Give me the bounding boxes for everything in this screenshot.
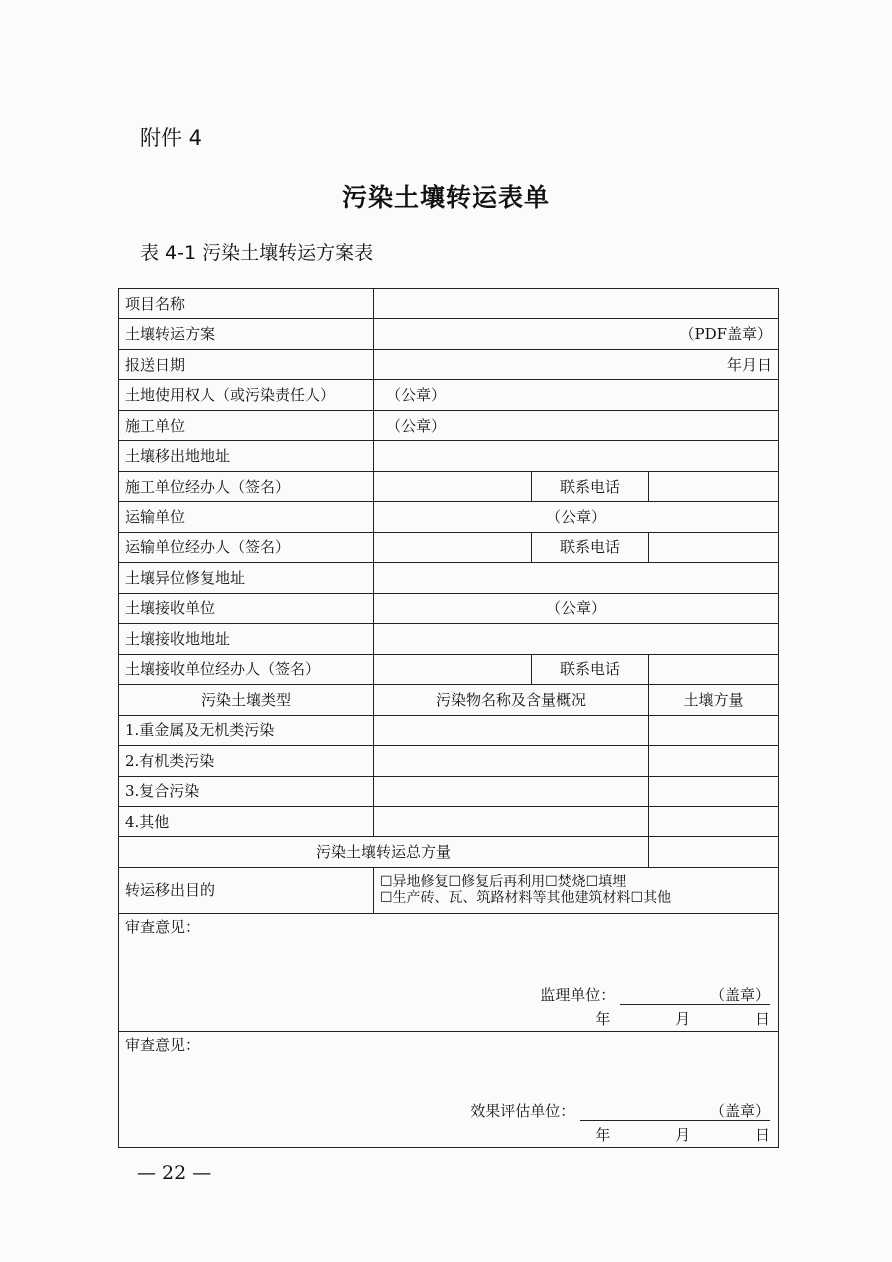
transport-unit-label: 运输单位 [119, 502, 374, 532]
pollution-type-label: 1.重金属及无机类污染 [119, 715, 374, 745]
receiver-label: 土壤接收单位 [119, 593, 374, 623]
table-row [119, 715, 779, 745]
annex-label: 附件 4 [140, 126, 203, 150]
volume-field[interactable] [649, 715, 779, 745]
contractor-phone-field[interactable] [649, 471, 779, 501]
project-name-field[interactable] [374, 289, 779, 319]
evaluator-review-cell[interactable] [119, 1032, 779, 1148]
column-header-volume: 土壤方量 [649, 685, 779, 715]
table-row [119, 914, 779, 1032]
receiver-field[interactable]: （公章） [374, 593, 779, 623]
column-header-pollutant: 污染物名称及含量概况 [374, 685, 649, 715]
evaluator-review-label: 审查意见： [125, 1036, 201, 1055]
transport-unit-field[interactable]: （公章） [374, 502, 779, 532]
pollution-type-label: 2.有机类污染 [119, 746, 374, 776]
purpose-options-line-1[interactable]: ☐异地修复☐修复后再利用☐焚烧☐填埋 [380, 873, 627, 890]
volume-field[interactable] [649, 776, 779, 806]
transport-agent-field[interactable] [374, 532, 532, 562]
pollutant-field[interactable] [374, 806, 649, 836]
table-caption: 表 4-1 污染土壤转运方案表 [140, 242, 374, 264]
pollution-type-label: 3.复合污染 [119, 776, 374, 806]
day-label: 日 [755, 1010, 771, 1029]
table-row [119, 867, 779, 913]
pollutant-field[interactable] [374, 715, 649, 745]
supervisor-date[interactable] [595, 1010, 770, 1028]
purpose-options-line-2[interactable]: ☐生产砖、瓦、筑路材料等其他建筑材料☐其他 [380, 890, 672, 907]
receiver-agent-field[interactable] [374, 654, 532, 684]
table-row [119, 319, 779, 349]
table-row [119, 563, 779, 593]
supervisor-review-cell[interactable] [119, 914, 779, 1032]
receiver-agent-label: 土壤接收单位经办人（签名） [119, 654, 374, 684]
supervisor-unit-label: 监理单位： [540, 986, 616, 1005]
evaluator-seal-label: （盖章） [710, 1102, 771, 1121]
table-row [119, 654, 779, 684]
project-name-label: 项目名称 [119, 289, 374, 319]
supervisor-signature-line [540, 986, 770, 1005]
table-row [119, 624, 779, 654]
transfer-plan-label: 土壤转运方案 [119, 319, 374, 349]
soil-transfer-form [118, 288, 779, 1148]
pollution-type-label: 4.其他 [119, 806, 374, 836]
receiver-address-label: 土壤接收地地址 [119, 624, 374, 654]
land-user-label: 土地使用权人（或污染责任人） [119, 380, 374, 410]
transport-phone-field[interactable] [649, 532, 779, 562]
total-volume-field[interactable] [649, 837, 779, 867]
table-row [119, 1032, 779, 1148]
supervisor-seal-label: （盖章） [710, 986, 771, 1005]
receiver-phone-label: 联系电话 [532, 654, 649, 684]
transport-agent-label: 运输单位经办人（签名） [119, 532, 374, 562]
pollutant-field[interactable] [374, 746, 649, 776]
table-row [119, 289, 779, 319]
evaluator-date[interactable] [595, 1126, 770, 1144]
supervisor-review-label: 审查意见： [125, 918, 201, 937]
table-row [119, 380, 779, 410]
receiver-phone-field[interactable] [649, 654, 779, 684]
purpose-label: 转运移出目的 [119, 867, 374, 913]
table-row [119, 806, 779, 836]
purpose-options[interactable] [374, 867, 779, 913]
total-volume-label: 污染土壤转运总方量 [119, 837, 649, 867]
evaluator-unit-label: 效果评估单位： [470, 1102, 576, 1121]
month-label: 月 [675, 1010, 691, 1029]
table-row [119, 471, 779, 501]
year-label: 年 [595, 1126, 611, 1145]
table-row [119, 502, 779, 532]
contractor-phone-label: 联系电话 [532, 471, 649, 501]
contractor-field[interactable]: （公章） [374, 410, 779, 440]
table-row [119, 441, 779, 471]
transport-phone-label: 联系电话 [532, 532, 649, 562]
pollutant-field[interactable] [374, 776, 649, 806]
origin-address-field[interactable] [374, 441, 779, 471]
month-label: 月 [675, 1126, 691, 1145]
contractor-label: 施工单位 [119, 410, 374, 440]
submit-date-field[interactable]: 年月日 [374, 349, 779, 379]
submit-date-label: 报送日期 [119, 349, 374, 379]
table-row [119, 776, 779, 806]
page-title: 污染土壤转运表单 [341, 183, 550, 212]
table-header-row [119, 685, 779, 715]
table-row [119, 746, 779, 776]
contractor-agent-field[interactable] [374, 471, 532, 501]
volume-field[interactable] [649, 746, 779, 776]
table-row [119, 593, 779, 623]
receiver-address-field[interactable] [374, 624, 779, 654]
page-number: — 22 — [137, 1162, 212, 1184]
transfer-plan-field[interactable]: （PDF盖章） [374, 319, 779, 349]
table-row [119, 532, 779, 562]
land-user-field[interactable]: （公章） [374, 380, 779, 410]
year-label: 年 [595, 1010, 611, 1029]
column-header-type: 污染土壤类型 [119, 685, 374, 715]
table-row [119, 837, 779, 867]
supervisor-seal-field[interactable] [620, 986, 770, 1005]
offsite-repair-address-label: 土壤异位修复地址 [119, 563, 374, 593]
evaluator-seal-field[interactable] [580, 1102, 770, 1121]
origin-address-label: 土壤移出地地址 [119, 441, 374, 471]
table-row [119, 349, 779, 379]
offsite-repair-address-field[interactable] [374, 563, 779, 593]
volume-field[interactable] [649, 806, 779, 836]
evaluator-signature-line [470, 1102, 770, 1121]
day-label: 日 [755, 1126, 771, 1145]
contractor-agent-label: 施工单位经办人（签名） [119, 471, 374, 501]
table-row [119, 410, 779, 440]
